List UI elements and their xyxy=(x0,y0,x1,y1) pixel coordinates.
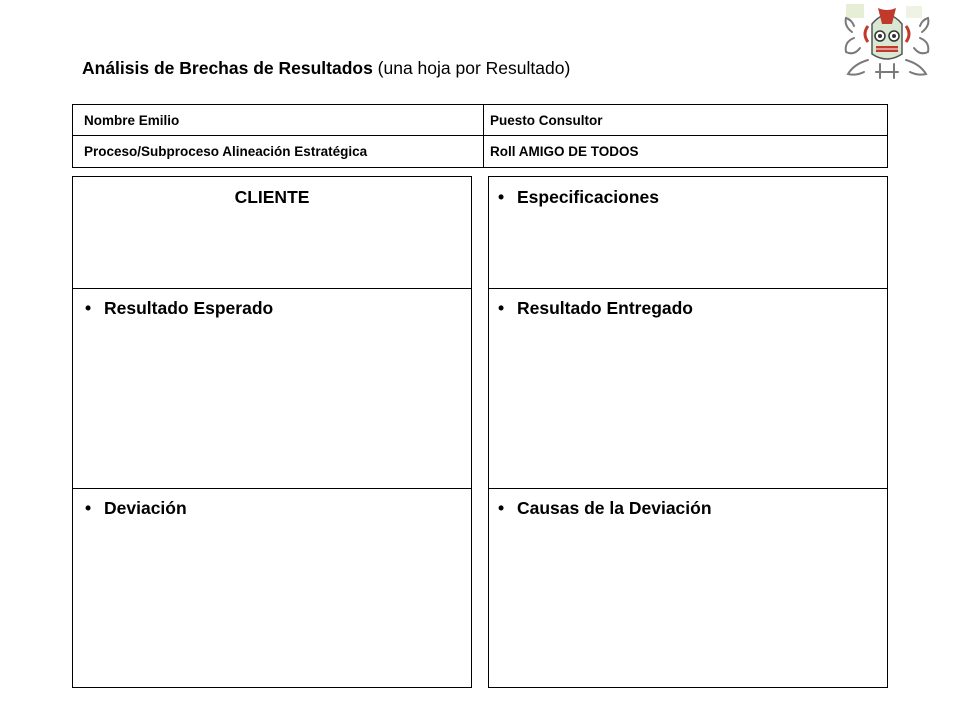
divider xyxy=(489,488,887,489)
roll-cell: Roll AMIGO DE TODOS xyxy=(490,144,639,159)
divider xyxy=(489,288,887,289)
info-table xyxy=(72,104,888,168)
title-subtitle: (una hoja por Resultado) xyxy=(372,58,571,78)
proceso-cell: Proceso/Subproceso Alineación Estratégica xyxy=(73,136,484,167)
left-column-box xyxy=(72,176,472,688)
page-title xyxy=(82,58,570,79)
causas-heading: • Causas de la Deviación xyxy=(498,498,712,519)
right-column-box xyxy=(488,176,888,688)
tribal-mask-logo xyxy=(838,2,936,82)
nombre-cell: Nombre Emilio xyxy=(73,105,484,136)
title-main: Análisis de Brechas de Resultados xyxy=(82,58,373,78)
divider xyxy=(73,288,471,289)
divider xyxy=(73,488,471,489)
puesto-cell: Puesto Consultor xyxy=(484,105,887,136)
resultado-esperado-heading: • Resultado Esperado xyxy=(85,298,273,319)
especificaciones-heading: • Especificaciones xyxy=(498,187,659,208)
deviacion-heading: • Deviación xyxy=(85,498,187,519)
cliente-heading: CLIENTE xyxy=(234,187,310,207)
resultado-entregado-heading: • Resultado Entregado xyxy=(498,298,693,319)
